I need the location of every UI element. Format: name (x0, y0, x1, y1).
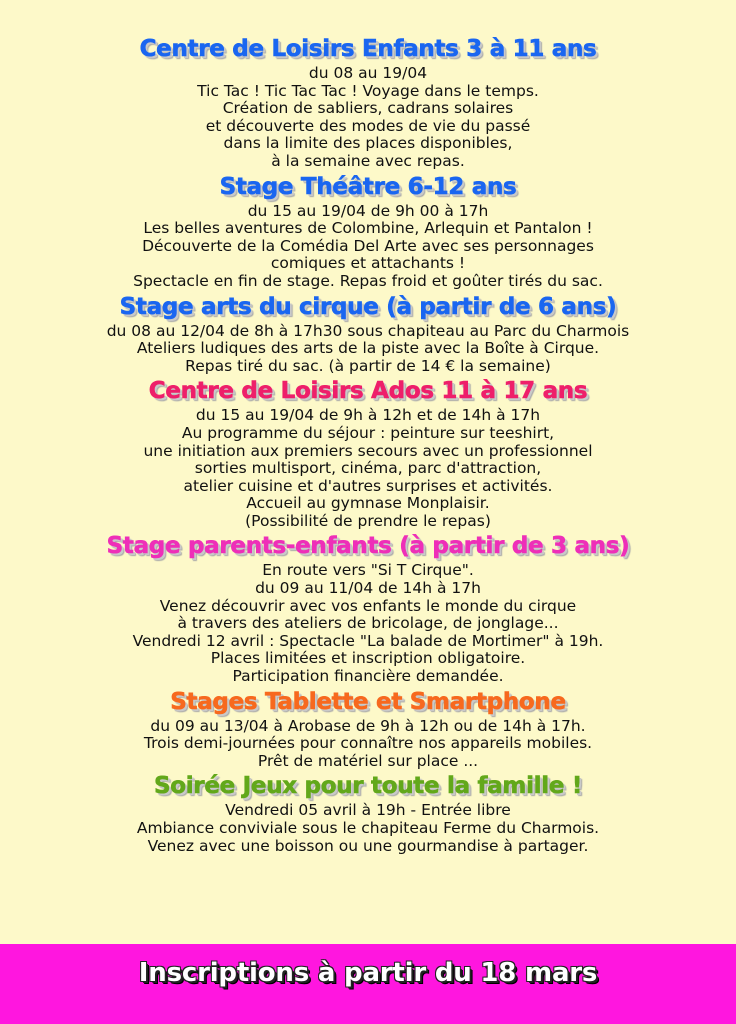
section-stage-parents-enfants (0, 530, 736, 685)
section-stage-theatre (0, 171, 736, 291)
section-line: En route vers "Si T Cirque". (262, 561, 474, 580)
section-line: Ateliers ludiques des arts de la piste avec la Boîte à Cirque. (136, 339, 600, 358)
section-line: Venez avec une boisson ou une gourmandise à partager. (147, 836, 589, 855)
section-line: Découverte de la Comédia Del Arte avec ses personnages (142, 236, 594, 255)
section-title: Stage parents-enfants (à partir de 3 ans) (106, 533, 630, 560)
section-soiree-jeux (0, 770, 736, 855)
section-line: atelier cuisine et d'autres surprises et activités. (183, 476, 553, 495)
section-line: sorties multisport, cinéma, parc d'attraction, (194, 459, 542, 478)
flyer-content (0, 33, 736, 855)
section-line: Places limitées et inscription obligatoire. (210, 649, 526, 668)
section-title: Centre de Loisirs Enfants 3 à 11 ans (139, 36, 597, 62)
section-line: Trois demi-journées pour connaître nos appareils mobiles. (143, 734, 593, 753)
section-stage-cirque (0, 291, 736, 376)
section-line: Accueil au gymnase Monplaisir. (246, 494, 490, 513)
section-stages-tablette (0, 686, 736, 771)
section-title: Stage arts du cirque (à partir de 6 ans) (119, 293, 617, 320)
section-title: Stages Tablette et Smartphone (170, 688, 566, 715)
section-line: Ambiance conviviale sous le chapiteau Ferme du Charmois. (136, 819, 600, 837)
section-line: Repas tiré du sac. (à partir de 14 € la semaine) (185, 356, 551, 375)
section-line: du 08 au 19/04 (308, 64, 428, 82)
section-line: du 15 au 19/04 de 9h à 12h et de 14h à 17h (195, 406, 541, 425)
section-line: Prêt de matériel sur place ... (257, 751, 479, 770)
section-line: Tic Tac ! Tic Tac Tac ! Voyage dans le temps. (197, 81, 539, 100)
footer-banner (0, 944, 736, 1024)
section-centre-loisirs-enfants (0, 33, 736, 171)
section-line: du 15 au 19/04 de 9h 00 à 17h (247, 201, 489, 220)
footer-registration-text: Inscriptions à partir du 18 mars (138, 958, 598, 988)
section-line: dans la limite des places disponibles, (223, 134, 513, 153)
section-line: et découverte des modes de vie du passé (205, 116, 531, 135)
section-line: du 09 au 13/04 à Arobase de 9h à 12h ou de 14h à 17h. (150, 716, 586, 735)
section-line: (Possibilité de prendre le repas) (245, 511, 491, 530)
section-line: une initiation aux premiers secours avec un professionnel (143, 441, 593, 460)
section-centre-loisirs-ados (0, 375, 736, 530)
section-line: Au programme du séjour : peinture sur teeshirt, (181, 423, 555, 442)
section-line: Création de sabliers, cadrans solaires (222, 99, 514, 118)
section-title: Soirée Jeux pour toute la famille ! (153, 773, 583, 800)
section-line: Les belles aventures de Colombine, Arlequin et Pantalon ! (143, 219, 593, 238)
section-line: Spectacle en fin de stage. Repas froid et goûter tirés du sac. (133, 271, 603, 290)
section-line: à la semaine avec repas. (271, 151, 465, 170)
section-line: comiques et attachants ! (270, 254, 466, 273)
section-line: Vendredi 12 avril : Spectacle "La balade de Mortimer" à 19h. (132, 631, 604, 650)
section-line: du 08 au 12/04 de 8h à 17h30 sous chapiteau au Parc du Charmois (106, 321, 630, 340)
section-line: du 09 au 11/04 de 14h à 17h (255, 579, 481, 598)
section-line: Participation financière demandée. (232, 667, 504, 686)
section-title: Centre de Loisirs Ados 11 à 17 ans (148, 378, 588, 405)
section-line: Venez découvrir avec vos enfants le monde du cirque (159, 596, 577, 615)
section-line: Vendredi 05 avril à 19h - Entrée libre (225, 801, 511, 820)
section-title: Stage Théâtre 6-12 ans (219, 173, 517, 200)
section-line: à travers des ateliers de bricolage, de jonglage... (177, 614, 559, 633)
